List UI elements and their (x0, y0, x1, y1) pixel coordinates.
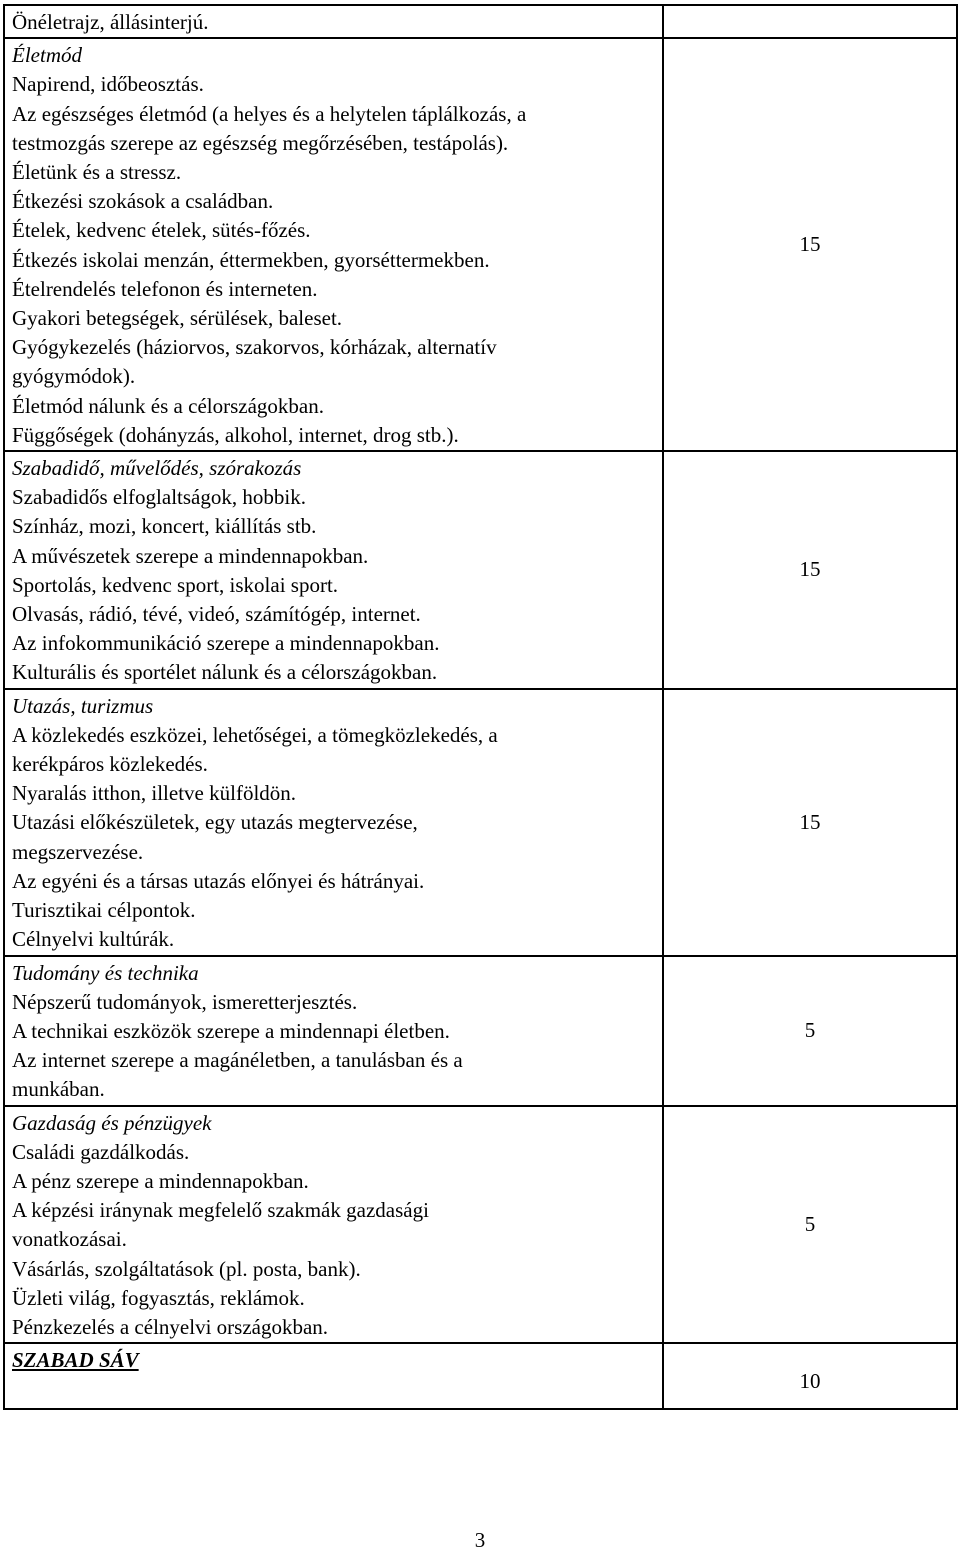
topics-cell (4, 1343, 663, 1409)
hours-cell: 15 (663, 38, 957, 451)
hours-cell: 10 (663, 1343, 957, 1409)
topic-line: Célnyelvi kultúrák. (12, 927, 175, 952)
topics-cell (4, 956, 663, 1106)
table-row (4, 689, 957, 956)
section-heading: Életmód (12, 43, 82, 68)
section-heading: Gazdaság és pénzügyek (12, 1110, 212, 1135)
topics-cell (4, 689, 663, 956)
topic-line: Ételrendelés telefonon és interneten. (12, 276, 318, 301)
section-heading: Utazás, turizmus (12, 693, 154, 718)
topic-line: megszervezése. (12, 839, 144, 864)
page-number: 3 (474, 1528, 486, 1552)
topic-line: Napirend, időbeosztás. (12, 72, 204, 97)
hours-cell: 15 (663, 451, 957, 689)
table-row (4, 38, 957, 451)
topic-line: Népszerű tudományok, ismeretterjesztés. (12, 989, 358, 1014)
topic-line: Sportolás, kedvenc sport, iskolai sport. (12, 572, 339, 597)
hours-cell: 5 (663, 956, 957, 1106)
table-row (4, 5, 957, 38)
table-row (4, 1106, 957, 1344)
topic-line: Ételek, kedvenc ételek, sütés-főzés. (12, 218, 311, 243)
section-heading: Szabadidő, művelődés, szórakozás (12, 456, 302, 481)
topic-line: Színház, mozi, koncert, kiállítás stb. (12, 514, 317, 539)
topic-line: Nyaralás itthon, illetve külföldön. (12, 781, 297, 806)
topic-line: Kulturális és sportélet nálunk és a célországokban. (12, 660, 438, 685)
topic-line: Függőségek (dohányzás, alkohol, internet, drog stb.). (12, 422, 459, 447)
topic-line: Étkezés iskolai menzán, éttermekben, gyorséttermekben. (12, 247, 490, 272)
topic-line: kerékpáros közlekedés. (12, 752, 208, 777)
topic-line: Üzleti világ, fogyasztás, reklámok. (12, 1285, 305, 1310)
topics-cell (4, 38, 663, 451)
topic-line: Önéletrajz, állásinterjú. (12, 10, 209, 34)
topic-line: A művészetek szerepe a mindennapokban. (12, 543, 369, 568)
topic-line: Vásárlás, szolgáltatások (pl. posta, bank). (12, 1256, 361, 1281)
section-heading: Tudomány és technika (12, 960, 199, 985)
topic-line: munkában. (12, 1077, 105, 1102)
topic-line: testmozgás szerepe az egészség megőrzésében, testápolás). (12, 130, 509, 155)
topic-line: Gyógykezelés (háziorvos, szakorvos, kórházak, alternatív (12, 335, 497, 360)
hours-cell: 5 (663, 1106, 957, 1344)
topic-line: Az egészséges életmód (a helyes és a helytelen táplálkozás, a (12, 101, 527, 126)
topic-line: A képzési iránynak megfelelő szakmák gazdasági (12, 1198, 429, 1223)
topic-line: vonatkozásai. (12, 1227, 127, 1252)
table-row (4, 451, 957, 689)
topic-line: Életmód nálunk és a célországokban. (12, 393, 324, 418)
table-row (4, 956, 957, 1106)
topic-line: A közlekedés eszközei, lehetőségei, a tömegközlekedés, a (12, 722, 498, 747)
topics-cell (4, 1106, 663, 1344)
topic-line: Az internet szerepe a magánéletben, a tanulásban és a (12, 1048, 463, 1073)
section-heading: SZABAD SÁV (12, 1348, 139, 1373)
topics-cell (4, 451, 663, 689)
topic-line: Az egyéni és a társas utazás előnyei és hátrányai. (12, 868, 425, 893)
table-row (4, 1343, 957, 1409)
topic-line: Étkezési szokások a családban. (12, 189, 274, 214)
topic-line: Életünk és a stressz. (12, 160, 182, 185)
topic-line: Szabadidős elfoglaltságok, hobbik. (12, 485, 306, 510)
topic-line: Utazási előkészületek, egy utazás megtervezése, (12, 810, 418, 835)
topic-line: Turisztikai célpontok. (12, 898, 196, 923)
topic-line: Gyakori betegségek, sérülések, baleset. (12, 306, 343, 331)
hours-cell: 15 (663, 689, 957, 956)
topics-cell (4, 5, 663, 38)
topic-line: A technikai eszközök szerepe a mindennapi életben. (12, 1018, 450, 1043)
topic-line: Családi gazdálkodás. (12, 1139, 190, 1164)
topic-line: gyógymódok). (12, 364, 136, 389)
topic-line: Olvasás, rádió, tévé, videó, számítógép, internet. (12, 602, 421, 627)
topic-line: A pénz szerepe a mindennapokban. (12, 1168, 309, 1193)
topic-line: Pénzkezelés a célnyelvi országokban. (12, 1314, 329, 1339)
hours-cell (663, 5, 957, 38)
topic-line: Az infokommunikáció szerepe a mindennapokban. (12, 631, 440, 656)
syllabus-table (3, 4, 958, 1410)
